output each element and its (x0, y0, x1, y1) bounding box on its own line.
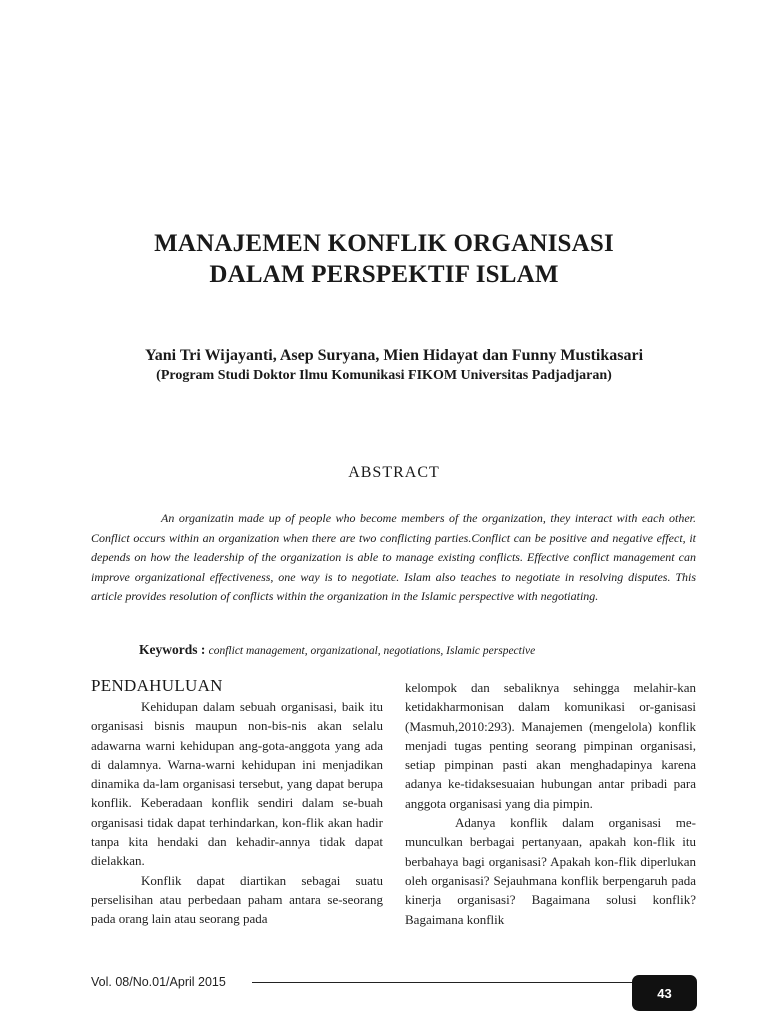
body-column-left (91, 697, 383, 929)
body-paragraph: Adanya konflik dalam organisasi me-munculkan berbagai pertanyaan, apakah kon-flik itu berbahaya bagi organisasi? Apakah kon-flik diperlukan oleh organisasi? Sejauhmana konflik berpengaruh pada kinerja organisasi? Bagaimana solusi konflik? Bagaimana konflik (405, 815, 696, 927)
title-line-2: DALAM PERSPEKTIF ISLAM (209, 261, 559, 288)
page-number: 43 (657, 985, 672, 1001)
author-list: Yani Tri Wijayanti, Asep Suryana, Mien Hidayat dan Funny Mustikasari (144, 347, 644, 364)
abstract-text: An organizatin made up of people who become members of the organization, they interact with each other. Conflict occurs within an organization when there are two conflicting parties.Conflict can be positive and negative effect, it depends on how the leadership of the organization is able to manage existing conflicts. Effective conflict management can improve organizational effectiveness, one way is to negotiate. Islam also teaches to negotiate in resolving disputes. This article provides resolution of conflicts within the organization in the Islamic perspective with negotiating. (91, 511, 696, 603)
body-paragraph: kelompok dan sebaliknya sehingga melahir-kan ketidakharmonisan dalam komunikasi or-ganisasi (Masmuh,2010:293). Manajemen (mengelola) konflik menjadi tugas penting seorang pimpinan organisasi, setiap pimpinan pasti akan menghadapinya karena adanya ke-tidaksesuaian hubungan antar pribadi para anggota organisasi yang dia pimpin. (405, 680, 696, 811)
affiliation: (Program Studi Doktor Ilmu Komunikasi FIKOM Universitas Padjadjaran) (156, 368, 612, 383)
abstract-heading: ABSTRACT (348, 464, 440, 481)
title-line-1: MANAJEMEN KONFLIK ORGANISASI (154, 230, 614, 257)
body-column-right (405, 678, 696, 929)
paper-title (0, 228, 768, 290)
body-paragraph: Kehidupan dalam sebuah organisasi, baik itu organisasi bisnis maupun non-bis-nis akan selalu adawarna warni kehidupan ang-gota-anggota yang ada di dalamnya. Warna-warni kehidupan ini menjadikan dinamika da-lam organisasi tersebut, yang dapat berupa konflik. Keberadaan konflik sendiri dalam se-buah organisasi tidak dapat terhindarkan, kon-flik akan hadir tanpa kita hendaki dan kehadir-annya tidak dapat dielakkan. (91, 699, 383, 869)
page-number-badge (632, 975, 697, 1011)
body-paragraph: Konflik dapat diartikan sebagai suatu perselisihan atau perbedaan paham antara se-seorang pada orang lain atau seorang pada (91, 872, 383, 927)
journal-issue: Vol. 08/No.01/April 2015 (91, 975, 226, 989)
footer-rule (252, 982, 636, 983)
keywords-label: Keywords : (139, 642, 206, 657)
keywords-value: conflict management, organizational, negotiations, Islamic perspective (208, 645, 536, 657)
section-heading: PENDAHULUAN (91, 676, 223, 695)
keywords-line (139, 642, 535, 658)
